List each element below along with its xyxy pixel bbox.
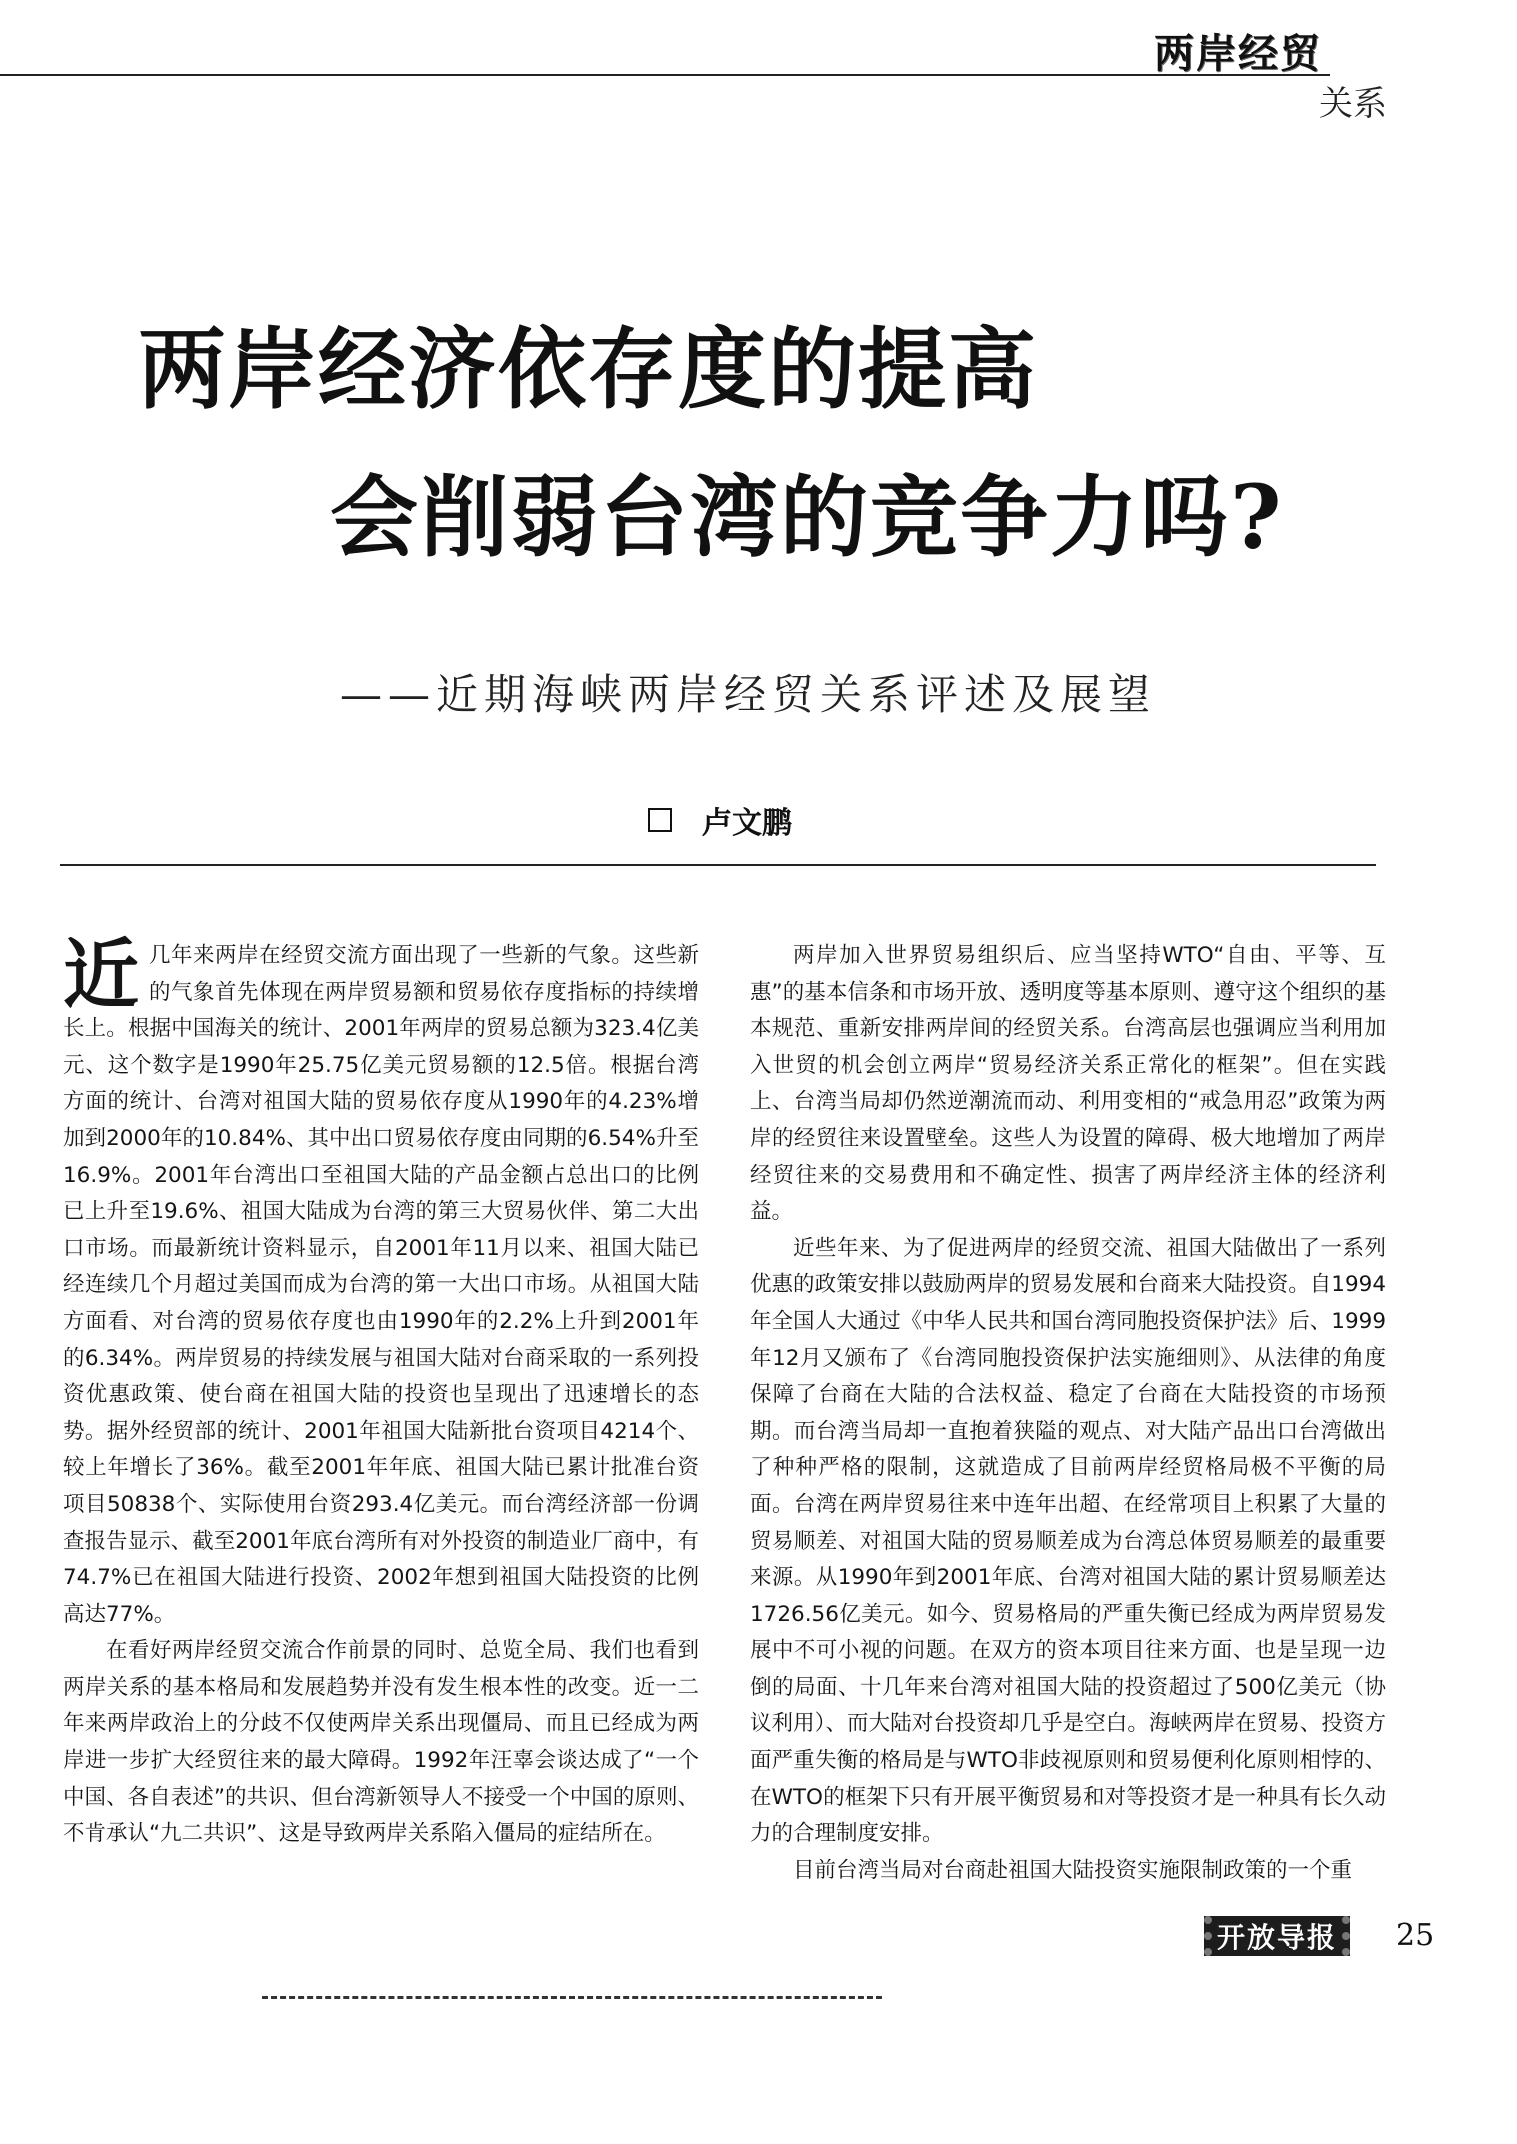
section-title: 两岸经贸 xyxy=(1154,31,1322,77)
paragraph: 目前台湾当局对台商赴祖国大陆投资实施限制政策的一个重 xyxy=(793,1857,1353,1883)
paragraph: 近些年来、为了促进两岸的经贸交流、祖国大陆做出了一系列优惠的政策安排以鼓励两岸的贸易发展和台商来大陆投资。自1994年全国人大通过《中华人民共和国台湾同胞投资保护法》后、1999年12月又颁布了《台湾同胞投资保护法实施细则》、从法律的角度保障了台商在大陆的合法权益、稳定了台商在大陆投资的市场预期。而台湾当局却一直抱着狭隘的观点、对大陆产品出口台湾做出了种种严格的限制，这就造成了目前两岸经贸格局极不平衡的局面。台湾在两岸贸易往来中连年出超、在经常项目上积累了大量的贸易顺差、对祖国大陆的贸易顺差成为台湾总体贸易顺差的最重要来源。从1990年到2001年底、台湾对祖国大陆的累计贸易顺差达1726.56亿美元。如今、贸易格局的严重失衡已经成为两岸贸易发展中不可小视的问题。在双方的资本项目往来方面、也是呈现一边倒的局面、十几年来台湾对祖国大陆的投资超过了500亿美元（协议利用）、而大陆对台投资却几乎是空白。海峡两岸在贸易、投资方面严重失衡的格局是与WTO非歧视原则和贸易便利化原则相悖的、在WTO的框架下只有开展平衡贸易和对等投资才是一种具有长久动力的合理制度安排。 xyxy=(750,1235,1386,1847)
paragraph-text: 几年来两岸在经贸交流方面出现了一些新的气象。这些新的气象首先体现在两岸贸易额和贸易依存度指标的持续增长上。根据中国海关的统计、2001年两岸的贸易总额为323.4亿美元、这个数字是1990年25.75亿美元贸易额的12.5倍。根据台湾方面的统计、台湾对祖国大陆的贸易依存度从1990年的4.23%增加到2000年的10.84%、其中出口贸易依存度由同期的6.54%升至16.9%。2001年台湾出口至祖国大陆的产品金额占总出口的比例已上升至19.6%、祖国大陆成为台湾的第三大贸易伙伴、第二大出口市场。而最新统计资料显示，自2001年11月以来、祖国大陆已经连续几个月超过美国而成为台湾的第一大出口市场。从祖国大陆方面看、对台湾的贸易依存度也由1990年的2.2%上升到2001年的6.34%。两岸贸易的持续发展与祖国大陆对台商采取的一系列投资优惠政策、使台商在祖国大陆的投资也呈现出了迅速增长的态势。据外经贸部的统计、2001年祖国大陆新批台资项目4214个、较上年增长了36%。截至2001年年底、祖国大陆已累计批准台资项目50838个、实际使用台资293.4亿美元。而台湾经济部一份调查报告显示、截至2001年底台湾所有对外投资的制造业厂商中，有74.7%已在祖国大陆进行投资、2002年想到祖国大陆投资的比例高达77%。 xyxy=(63,943,699,1627)
article-subtitle: ——近期海峡两岸经贸关系评述及展望 xyxy=(340,670,1157,719)
drop-cap: 近 xyxy=(63,930,139,1019)
body-column-left xyxy=(63,930,699,1853)
page-number: 25 xyxy=(1396,1918,1435,1953)
paragraph xyxy=(63,930,699,1633)
byline-box-icon xyxy=(648,808,672,832)
byline-rule xyxy=(60,864,1376,866)
section-subtitle: 关系 xyxy=(1319,84,1387,124)
article-title-line-1: 两岸经济依存度的提高 xyxy=(138,317,1039,421)
byline xyxy=(648,800,792,840)
header-rule xyxy=(0,74,1330,76)
journal-name-badge: 开放导报 xyxy=(1204,1916,1350,1956)
paragraph: 在看好两岸经贸交流合作前景的同时、总览全局、我们也看到两岸关系的基本格局和发展趋势并没有发生根本性的改变。近一二年来两岸政治上的分歧不仅使两岸关系出现僵局、而且已经成为两岸进一步扩大经贸往来的最大障碍。1992年汪辜会谈达成了“一个中国、各自表述”的共识、但台湾新领导人不接受一个中国的原则、不肯承认“九二共识”、这是导致两岸关系陷入僵局的症结所在。 xyxy=(63,1638,699,1847)
paragraph: 两岸加入世界贸易组织后、应当坚持WTO“自由、平等、互惠”的基本信条和市场开放、透明度等基本原则、遵守这个组织的基本规范、重新安排两岸间的经贸关系。台湾高层也强调应当利用加入世贸的机会创立两岸“贸易经济关系正常化的框架”。但在实践上、台湾当局却仍然逆潮流而动、利用变相的“戒急用忍”政策为两岸的经贸往来设置壁垒。这些人为设置的障碍、极大地增加了两岸经贸往来的交易费用和不确定性、损害了两岸经济主体的经济利益。 xyxy=(750,943,1386,1225)
footer-scan-line xyxy=(262,1996,882,1999)
author-name: 卢文鹏 xyxy=(702,806,792,841)
body-column-right xyxy=(750,938,1386,1889)
article-title-line-2: 会削弱台湾的竞争力吗? xyxy=(330,465,1284,569)
